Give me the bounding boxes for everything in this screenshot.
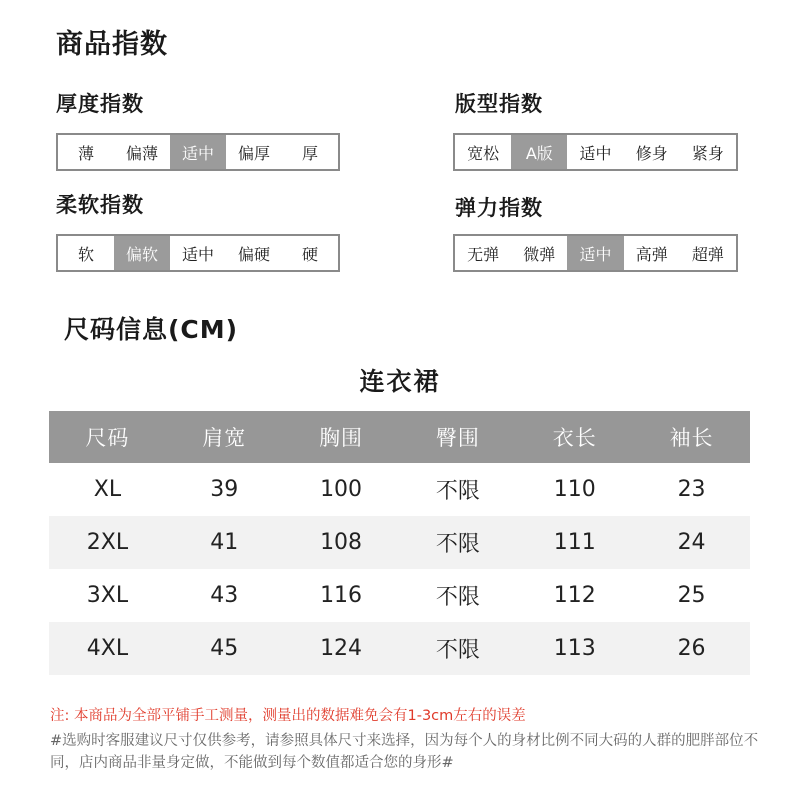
table-cell: 23 (677, 477, 706, 502)
header-size: 尺码 (49, 411, 166, 463)
scale-option: 宽松 (467, 143, 500, 163)
scale-option-selected: 适中 (170, 135, 226, 169)
table-cell: 41 (166, 516, 283, 569)
index-scale-fit (453, 133, 738, 171)
index-scale-elasticity (453, 234, 738, 272)
index-label-fit: 版型指数 (455, 92, 543, 116)
index-scale-softness (56, 234, 340, 272)
scale-option: 适中 (579, 143, 612, 163)
index-label-softness: 柔软指数 (56, 193, 144, 217)
table-cell: 111 (516, 516, 633, 569)
table-row (49, 463, 750, 516)
table-cell: 39 (210, 477, 239, 502)
table-cell: 4XL (49, 622, 166, 675)
scale-option: 厚 (301, 143, 318, 163)
scale-option-selected: A版 (511, 135, 567, 169)
table-cell: 24 (633, 516, 750, 569)
table-cell: 不限 (435, 585, 480, 610)
index-label-thickness: 厚度指数 (56, 92, 144, 116)
measurement-note: 注: 本商品为全部平铺手工测量，测量出的数据难免会有1-3cm左右的误差 (50, 708, 526, 724)
table-cell: 124 (283, 622, 400, 675)
table-title: 连衣裙 (359, 367, 441, 396)
scale-option: 超弹 (691, 244, 724, 264)
index-label-elasticity: 弹力指数 (455, 196, 543, 220)
table-cell: 45 (166, 622, 283, 675)
index-scale-thickness (56, 133, 340, 171)
table-cell: 100 (320, 477, 363, 502)
scale-option: 高弹 (635, 244, 668, 264)
table-row (49, 622, 750, 675)
table-cell: 43 (210, 583, 239, 608)
table-cell: 25 (677, 583, 706, 608)
scale-option: 偏厚 (237, 143, 270, 163)
page-title: 商品指数 (56, 29, 168, 60)
table-cell: 113 (516, 622, 633, 675)
scale-option: 紧身 (691, 143, 724, 163)
scale-option: 无弹 (467, 244, 500, 264)
scale-option: 微弹 (523, 244, 556, 264)
table-cell: 116 (320, 583, 363, 608)
table-cell: 110 (553, 477, 596, 502)
table-cell: 3XL (86, 583, 129, 608)
scale-option: 软 (77, 244, 94, 264)
header-bust: 胸围 (283, 411, 400, 463)
size-advice-note: #选购时客服建议尺寸仅供参考，请参照具体尺寸来选择，因为每个人的身材比例不同大码的人群的肥胖部位不同，店内商品非量身定做，不能做到每个数值都适合您的身形# (50, 733, 759, 771)
header-length: 衣长 (516, 411, 633, 463)
scale-option: 偏薄 (125, 143, 158, 163)
header-hip: 臀围 (399, 411, 516, 463)
scale-option: 适中 (181, 244, 214, 264)
table-cell: 不限 (399, 516, 516, 569)
table-row (49, 569, 750, 622)
table-cell: XL (93, 477, 122, 502)
table-header-row (49, 411, 750, 463)
scale-option: 硬 (301, 244, 318, 264)
scale-option: 修身 (635, 143, 668, 163)
header-sleeve: 袖长 (633, 411, 750, 463)
table-cell: 2XL (49, 516, 166, 569)
table-row (49, 516, 750, 569)
size-table (49, 411, 750, 675)
table-cell: 不限 (399, 622, 516, 675)
size-section-title: 尺码信息(CM) (64, 315, 239, 344)
scale-option: 薄 (77, 143, 94, 163)
table-cell: 不限 (435, 479, 480, 504)
header-shoulder: 肩宽 (166, 411, 283, 463)
table-cell: 26 (633, 622, 750, 675)
table-cell: 108 (283, 516, 400, 569)
table-cell: 112 (553, 583, 596, 608)
scale-option-selected: 适中 (567, 236, 623, 270)
scale-option-selected: 偏软 (114, 236, 170, 270)
scale-option: 偏硬 (237, 244, 270, 264)
